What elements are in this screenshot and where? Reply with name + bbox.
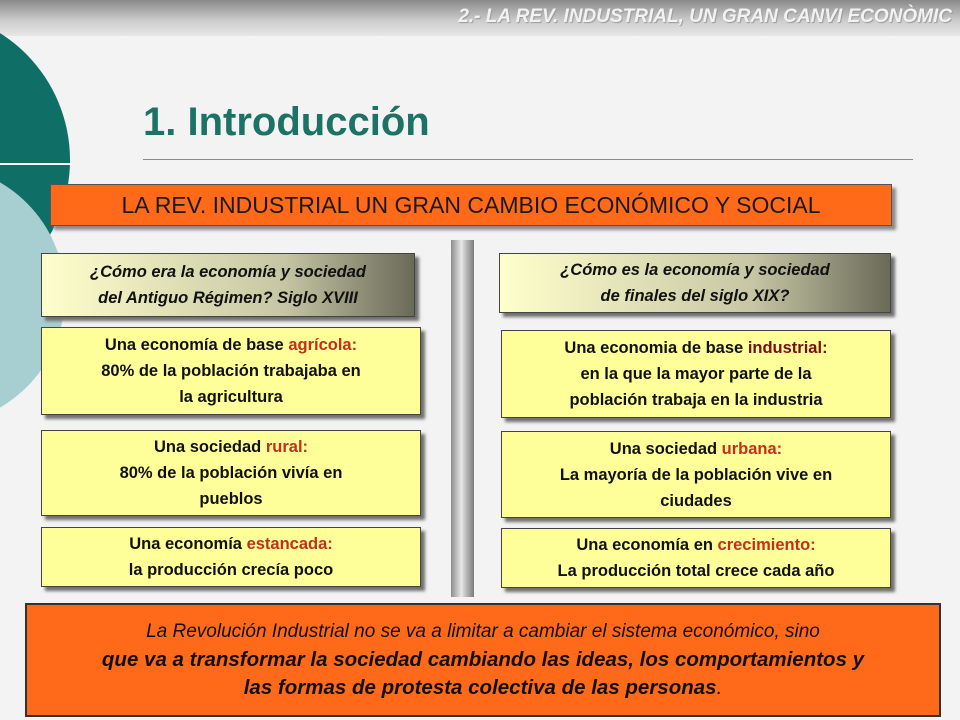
conclusion-line3-period: . (716, 676, 723, 699)
left-box-society-prefix: Una sociedad (153, 438, 266, 456)
right-box-economy-accent: industrial: (747, 339, 828, 357)
right-question-line1: ¿Cómo es la economía y sociedad (560, 261, 830, 279)
left-box-economy-prefix: Una economía de base (104, 336, 289, 354)
right-question-box (499, 253, 891, 313)
header-bar (0, 0, 960, 36)
left-box-society-line1 (154, 434, 308, 460)
slide-header-title: 2.- LA REV. INDUSTRIAL, UN GRAN CANVI ECONÒMIC (458, 6, 952, 27)
right-box-economy (501, 330, 891, 418)
right-box-economy-line3: población trabaja en la industria (569, 391, 823, 409)
conclusion-box (25, 603, 941, 717)
page-title: 1. Introducción (143, 100, 430, 144)
conclusion-line3-text: las formas de protesta colectiva de las personas (243, 676, 717, 699)
left-box-growth-prefix: Una economía (129, 535, 247, 553)
title-divider (143, 159, 913, 160)
left-box-economy-line1 (105, 332, 357, 358)
conclusion-line3 (244, 674, 723, 702)
right-box-growth-accent: crecimiento: (717, 536, 816, 554)
left-box-society (41, 430, 421, 516)
left-question-line1: ¿Cómo era la economía y sociedad (89, 263, 366, 281)
right-box-society-prefix: Una sociedad (609, 439, 722, 458)
left-box-economy (41, 327, 421, 415)
left-box-growth-line2: la producción crecía poco (128, 561, 334, 579)
left-box-society-line3: pueblos (199, 490, 263, 508)
conclusion-line2: que va a transformar la sociedad cambiando las ideas, los comportamientos y (101, 648, 865, 671)
conclusion-line1: La Revolución Industrial no se va a limitar a cambiar el sistema económico, sino (146, 621, 820, 642)
left-box-growth (41, 527, 421, 587)
main-banner: LA REV. INDUSTRIAL UN GRAN CAMBIO ECONÓMICO Y SOCIAL (50, 184, 892, 226)
right-box-society-accent: urbana: (721, 439, 783, 458)
column-divider (451, 240, 474, 597)
right-box-society-line3: ciudades (660, 491, 732, 510)
right-box-economy-line1 (564, 335, 827, 361)
decorative-line (0, 163, 72, 165)
left-question-line2: del Antiguo Régimen? Siglo XVIII (98, 289, 358, 307)
right-question-line2: de finales del siglo XIX? (600, 287, 790, 305)
left-box-economy-accent: agrícola: (288, 336, 358, 354)
right-box-economy-prefix: Una economia de base (564, 339, 748, 357)
left-box-society-line2: 80% de la población vivía en (119, 464, 343, 482)
left-box-economy-line2: 80% de la población trabajaba en (101, 362, 361, 380)
right-box-growth (501, 528, 891, 588)
left-box-growth-accent: estancada: (246, 535, 333, 553)
left-box-society-accent: rural: (265, 438, 309, 456)
left-box-economy-line3: la agricultura (179, 388, 283, 406)
right-box-society (501, 431, 891, 518)
right-box-economy-line2: en la que la mayor parte de la (580, 365, 812, 383)
right-box-society-line2: La mayoría de la población vive en (559, 465, 833, 484)
left-question-box (41, 253, 415, 317)
right-box-growth-prefix: Una economía en (576, 536, 718, 554)
right-box-growth-line1 (576, 532, 815, 558)
right-box-growth-line2: La producción total crece cada año (557, 562, 835, 580)
right-box-society-line1 (610, 436, 782, 462)
left-box-growth-line1 (129, 531, 333, 557)
